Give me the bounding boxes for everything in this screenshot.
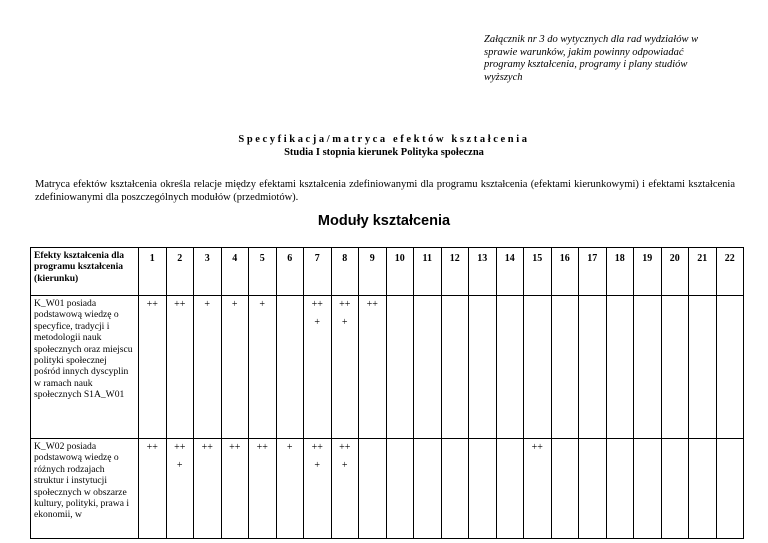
matrix-cell (441, 439, 469, 539)
matrix-cell (634, 439, 662, 539)
row-header-label: Efekty kształcenia dla programu kształcenia (kierunku) (31, 248, 139, 296)
cell-mark: ++ (339, 442, 351, 453)
cell-mark: + (176, 460, 183, 471)
cell-mark: ++ (201, 442, 213, 453)
cell-mark: ++ (229, 442, 241, 453)
column-number-13: 13 (469, 248, 497, 296)
matrix-cell (716, 439, 744, 539)
matrix-cell (414, 296, 442, 439)
column-number-7: 7 (304, 248, 332, 296)
matrix-cell (359, 296, 387, 439)
matrix-cell (551, 296, 579, 439)
column-number-18: 18 (606, 248, 634, 296)
cell-mark: + (204, 299, 211, 310)
matrix-cell (551, 439, 579, 539)
column-number-9: 9 (359, 248, 387, 296)
column-number-11: 11 (414, 248, 442, 296)
cell-mark: ++ (174, 442, 186, 453)
matrix-cell (331, 296, 359, 439)
matrix-cell (469, 296, 497, 439)
annex-line: Załącznik nr 3 do wytycznych dla rad wydziałów w (484, 34, 699, 45)
cell-mark: ++ (256, 442, 268, 453)
matrix-cell (606, 439, 634, 539)
matrix-cell (661, 296, 689, 439)
column-number-17: 17 (579, 248, 607, 296)
annex-line: programy kształcenia, programy i plany studiów (484, 59, 688, 70)
spec-subtitle: Studia I stopnia kierunek Polityka społeczna (284, 147, 484, 158)
cell-mark: ++ (311, 442, 323, 453)
annex-line: wyższych (484, 71, 523, 83)
cell-mark: + (341, 317, 348, 328)
matrix-cell (276, 439, 304, 539)
matrix-cell (359, 439, 387, 539)
column-number-3: 3 (194, 248, 222, 296)
matrix-cell (304, 439, 332, 539)
matrix-cell (634, 296, 662, 439)
matrix-cell (386, 439, 414, 539)
column-number-1: 1 (139, 248, 167, 296)
effects-matrix-table (30, 247, 744, 539)
matrix-cell (579, 439, 607, 539)
cell-mark: ++ (311, 299, 323, 310)
effect-description: K_W01 posiada podstawową wiedzę o specyfice, tradycji i metodologii nauk społecznych oraz miejscu polityki społecznej pośród innych dyscyplin w ramach nauk społecznych S1A_W01 (31, 296, 139, 439)
matrix-cell (166, 296, 194, 439)
matrix-cell (496, 296, 524, 439)
modules-heading: Moduły kształcenia (317, 213, 451, 229)
matrix-cell (194, 296, 222, 439)
cell-mark: ++ (366, 299, 378, 310)
matrix-cell (689, 439, 717, 539)
column-number-8: 8 (331, 248, 359, 296)
matrix-cell (524, 439, 552, 539)
cell-mark: ++ (146, 299, 158, 310)
cell-mark: ++ (174, 299, 186, 310)
matrix-cell (304, 296, 332, 439)
spec-title: Specyfikacja/matryca efektów kształcenia (238, 134, 530, 145)
column-number-22: 22 (716, 248, 744, 296)
table-header-row (31, 248, 744, 296)
column-number-16: 16 (551, 248, 579, 296)
column-number-4: 4 (221, 248, 249, 296)
matrix-cell (496, 439, 524, 539)
column-number-20: 20 (661, 248, 689, 296)
matrix-cell (249, 439, 277, 539)
column-number-12: 12 (441, 248, 469, 296)
annex-line: sprawie warunków, jakim powinny odpowiadać (484, 46, 684, 58)
matrix-cell (441, 296, 469, 439)
table-row (31, 439, 744, 539)
column-number-6: 6 (276, 248, 304, 296)
matrix-cell (716, 296, 744, 439)
matrix-cell (139, 296, 167, 439)
cell-mark: + (314, 317, 321, 328)
cell-mark: + (231, 299, 238, 310)
intro-paragraph: Matryca efektów kształcenia określa relacje między efektami kształcenia zdefiniowanymi dla programu kształcenia (efektami kierunkowymi) i efektami kształcenia zdefiniowanymi dla poszczególnych modułów (przedmiotów). (35, 179, 735, 203)
column-number-21: 21 (689, 248, 717, 296)
matrix-cell (524, 296, 552, 439)
matrix-cell (579, 296, 607, 439)
matrix-cell (469, 439, 497, 539)
matrix-cell (276, 296, 304, 439)
cell-mark: ++ (146, 442, 158, 453)
column-number-19: 19 (634, 248, 662, 296)
cell-mark: + (286, 442, 293, 453)
cell-mark: ++ (339, 299, 351, 310)
cell-mark: + (314, 460, 321, 471)
column-number-5: 5 (249, 248, 277, 296)
matrix-cell (386, 296, 414, 439)
matrix-cell (194, 439, 222, 539)
column-number-15: 15 (524, 248, 552, 296)
annex-note (484, 34, 714, 84)
matrix-cell (661, 439, 689, 539)
table-row (31, 296, 744, 439)
matrix-cell (414, 439, 442, 539)
matrix-cell (689, 296, 717, 439)
matrix-cell (249, 296, 277, 439)
matrix-cell (221, 439, 249, 539)
cell-mark: + (341, 460, 348, 471)
cell-mark: + (259, 299, 266, 310)
effect-description: K_W02 posiada podstawową wiedzę o różnych rodzajach struktur i instytucji społecznych w obszarze kultury, polityki, prawa i ekonomii, w (31, 439, 139, 539)
matrix-cell (139, 439, 167, 539)
matrix-cell (331, 439, 359, 539)
matrix-cell (166, 439, 194, 539)
matrix-cell (606, 296, 634, 439)
matrix-cell (221, 296, 249, 439)
column-number-2: 2 (166, 248, 194, 296)
cell-mark: ++ (531, 442, 543, 453)
column-number-14: 14 (496, 248, 524, 296)
column-number-10: 10 (386, 248, 414, 296)
